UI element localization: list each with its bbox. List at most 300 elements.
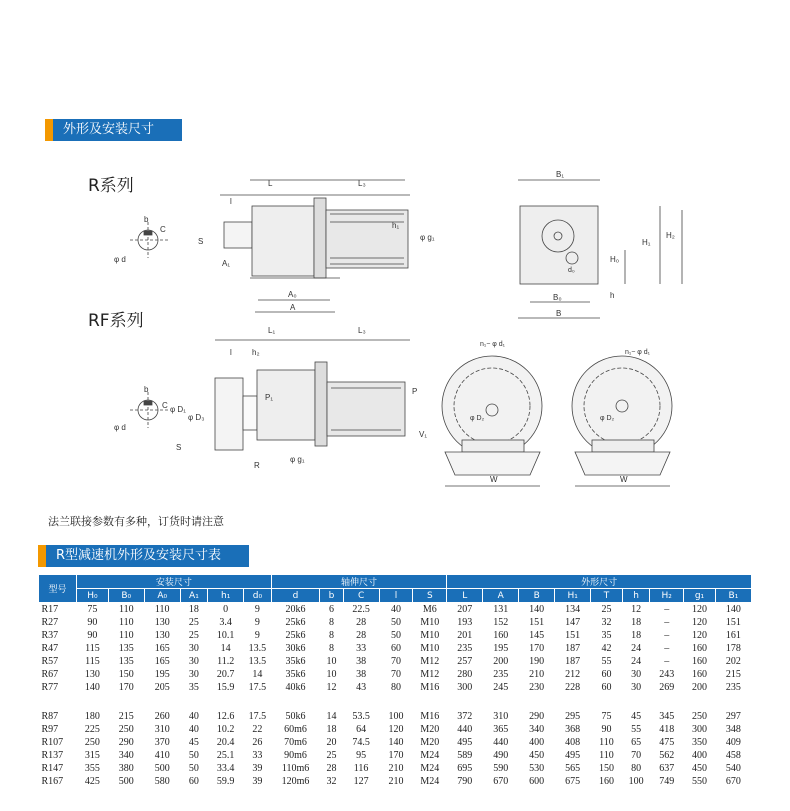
table-cell: 25 xyxy=(188,630,199,641)
table-cell: 10 xyxy=(326,656,337,667)
cell-model: R47 xyxy=(41,643,59,654)
table-cell: 50 xyxy=(188,750,199,761)
label-B: B xyxy=(556,309,562,318)
table-cell: 300 xyxy=(692,724,707,735)
table-cell: 190 xyxy=(529,656,545,667)
label-H1: H₁ xyxy=(642,238,651,247)
table-cell: 355 xyxy=(84,763,100,774)
cell-model: R147 xyxy=(41,763,64,774)
table-cell: 20.7 xyxy=(216,669,235,680)
cell-model: R27 xyxy=(41,617,59,628)
table-cell: 151 xyxy=(565,630,581,641)
table-cell: 110 xyxy=(599,737,614,748)
table-cell: 350 xyxy=(692,737,707,748)
table-cell: M10 xyxy=(420,617,440,628)
table-cell: 32 xyxy=(326,776,337,787)
table-cell: 370 xyxy=(154,737,170,748)
table-cell: 135 xyxy=(118,643,134,654)
table-cell: 161 xyxy=(725,630,741,641)
table-cell: 40 xyxy=(390,604,401,615)
section-title: R型减速机外形及安装尺寸表 xyxy=(46,545,249,567)
table-row xyxy=(39,749,752,762)
header-column: A xyxy=(483,589,519,603)
label-P1: P₁ xyxy=(265,393,274,402)
table-cell: 35k6 xyxy=(285,656,306,667)
table-cell: 28 xyxy=(326,763,337,774)
header-column: C xyxy=(343,589,379,603)
table-cell: 22 xyxy=(252,724,263,735)
table-cell: 110 xyxy=(599,750,614,761)
table-cell: 210 xyxy=(388,763,404,774)
table-cell: 65 xyxy=(631,737,642,748)
table-row xyxy=(39,616,752,629)
table-cell: 257 xyxy=(457,656,473,667)
table-cell: 425 xyxy=(84,776,100,787)
table-cell: 60 xyxy=(188,776,199,787)
table-cell: 33.4 xyxy=(216,763,235,774)
table-cell: 245 xyxy=(493,682,509,693)
table-cell: 250 xyxy=(118,724,134,735)
table-cell: 30 xyxy=(631,682,642,693)
table-cell: 408 xyxy=(565,737,581,748)
table-cell: 100 xyxy=(628,776,644,787)
label-L3-rf: L₃ xyxy=(358,326,366,335)
table-cell: 135 xyxy=(118,656,134,667)
header-column: b xyxy=(320,589,343,603)
label-H0: H₀ xyxy=(610,255,620,264)
table-cell: 160 xyxy=(598,776,614,787)
table-cell: 440 xyxy=(457,724,473,735)
table-cell: 180 xyxy=(84,711,100,722)
table-cell: 210 xyxy=(529,669,545,680)
header-column: d₀ xyxy=(244,589,272,603)
table-cell: 637 xyxy=(659,763,675,774)
table-cell: 290 xyxy=(118,737,134,748)
table-cell: 670 xyxy=(493,776,509,787)
table-cell: 39 xyxy=(252,763,263,774)
table-cell: 165 xyxy=(154,643,170,654)
table-cell: 212 xyxy=(565,669,581,680)
label-L: L xyxy=(268,179,273,188)
dimension-table xyxy=(38,574,752,788)
table-cell: 50 xyxy=(390,630,401,641)
table-cell: 250 xyxy=(692,711,707,722)
table-cell: 500 xyxy=(118,776,134,787)
label-D3: φ D₃ xyxy=(188,413,205,422)
table-cell: 115 xyxy=(85,643,100,654)
table-cell: 215 xyxy=(725,669,741,680)
table-cell: 13.5 xyxy=(248,656,267,667)
table-cell: 675 xyxy=(565,776,581,787)
table-cell: M12 xyxy=(420,669,440,680)
table-cell: 145 xyxy=(529,630,545,641)
header-column: g₁ xyxy=(684,589,716,603)
table-cell: 345 xyxy=(659,711,675,722)
table-cell: 235 xyxy=(725,682,741,693)
table-cell: 18 xyxy=(188,604,199,615)
table-cell: M6 xyxy=(422,604,437,615)
table-cell: 260 xyxy=(154,711,170,722)
table-cell: 120 xyxy=(692,617,707,628)
header-column: L xyxy=(447,589,483,603)
series-label-rf: RF系列 xyxy=(88,311,144,331)
table-cell: 269 xyxy=(659,682,675,693)
label-D2-2: φ D₂ xyxy=(600,415,615,422)
table-cell: 30 xyxy=(188,669,199,680)
table-cell: 30 xyxy=(188,643,199,654)
table-cell: 230 xyxy=(529,682,545,693)
rf-end-view-1 xyxy=(442,341,542,486)
table-cell: 80 xyxy=(390,682,401,693)
label-D2-1: φ D₂ xyxy=(470,415,485,422)
label-n-d1-2: n₁− φ d₁ xyxy=(625,349,651,356)
table-cell: M16 xyxy=(420,711,440,722)
table-cell: 75 xyxy=(87,604,98,615)
table-cell: 13.5 xyxy=(248,643,267,654)
table-cell: 195 xyxy=(493,643,509,654)
table-cell: 10.2 xyxy=(216,724,235,735)
table-cell: 70m6 xyxy=(284,737,307,748)
table-cell: 475 xyxy=(659,737,675,748)
section-header-table xyxy=(38,545,249,567)
table-cell: 8 xyxy=(328,630,334,641)
table-cell: 195 xyxy=(154,669,170,680)
label-H2: H₂ xyxy=(666,231,675,240)
table-cell: 250 xyxy=(84,737,100,748)
table-cell: 35 xyxy=(601,630,612,641)
table-cell: 17.5 xyxy=(248,711,267,722)
label-c-rf: C xyxy=(162,401,168,410)
table-cell: 17.5 xyxy=(248,682,267,693)
label-d0: d₀ xyxy=(568,267,575,274)
label-phi-g1-rf: φ g₁ xyxy=(290,455,305,464)
table-cell: 45 xyxy=(188,737,199,748)
table-cell: 200 xyxy=(692,682,707,693)
table-cell: 134 xyxy=(565,604,581,615)
table-cell: 235 xyxy=(493,669,509,680)
table-cell: 530 xyxy=(529,763,545,774)
table-cell: 178 xyxy=(725,643,741,654)
table-row xyxy=(39,642,752,655)
table-cell: 55 xyxy=(631,724,642,735)
table-cell: 45 xyxy=(631,711,642,722)
label-A: A xyxy=(290,303,296,312)
table-row xyxy=(39,723,752,736)
table-cell: 115 xyxy=(85,656,100,667)
table-cell: 160 xyxy=(692,669,707,680)
header-group: 轴伸尺寸 xyxy=(271,575,447,589)
header-model: 型号 xyxy=(39,575,77,603)
table-row xyxy=(39,629,752,642)
table-cell: 670 xyxy=(725,776,741,787)
section-title: 外形及安装尺寸 xyxy=(53,119,182,141)
table-cell: 12 xyxy=(326,682,337,693)
table-cell: 280 xyxy=(457,669,473,680)
table-cell: 9 xyxy=(254,617,260,628)
label-B0: B₀ xyxy=(553,293,562,302)
table-cell: 30 xyxy=(188,656,199,667)
header-column: H₂ xyxy=(650,589,684,603)
table-cell: 365 xyxy=(493,724,509,735)
table-cell: 60 xyxy=(390,643,401,654)
label-S-rf: S xyxy=(176,443,182,452)
table-cell: 565 xyxy=(565,763,581,774)
table-cell: 130 xyxy=(154,630,170,641)
table-cell: 695 xyxy=(457,763,473,774)
table-cell: 562 xyxy=(659,750,675,761)
table-cell: 200 xyxy=(493,656,509,667)
table-cell: 297 xyxy=(725,711,741,722)
table-cell: 110m6 xyxy=(281,763,310,774)
table-cell: 30k6 xyxy=(285,643,306,654)
table-cell: 50 xyxy=(390,617,401,628)
table-cell: 140 xyxy=(84,682,100,693)
table-cell: 33 xyxy=(356,643,367,654)
table-cell: 8 xyxy=(328,643,334,654)
table-cell: 25.1 xyxy=(216,750,235,761)
table-cell: 147 xyxy=(565,617,581,628)
header-group: 安装尺寸 xyxy=(77,575,272,589)
label-phi-d: φ d xyxy=(114,255,126,264)
table-cell: 340 xyxy=(529,724,545,735)
table-cell: 9 xyxy=(254,604,260,615)
table-cell: – xyxy=(664,630,670,641)
table-cell: 235 xyxy=(457,643,473,654)
table-cell: 749 xyxy=(659,776,675,787)
cell-model: R167 xyxy=(41,776,64,787)
header-column: d xyxy=(271,589,320,603)
table-cell: 120m6 xyxy=(281,776,310,787)
label-L3: L₃ xyxy=(358,179,366,188)
rf-shaft-detail xyxy=(114,385,168,432)
table-cell: M10 xyxy=(420,630,440,641)
label-A1: A₁ xyxy=(222,259,231,268)
table-cell: – xyxy=(664,643,670,654)
table-cell: 0 xyxy=(223,604,229,615)
table-cell: 12.6 xyxy=(216,711,235,722)
table-row xyxy=(39,736,752,749)
table-cell: 20 xyxy=(326,737,337,748)
table-cell: – xyxy=(664,604,670,615)
table-cell: 225 xyxy=(84,724,100,735)
table-cell: 60 xyxy=(601,669,612,680)
table-row xyxy=(39,655,752,668)
table-cell: 43 xyxy=(356,682,367,693)
cell-model: R77 xyxy=(41,682,59,693)
cell-model: R17 xyxy=(41,604,59,615)
rf-side-view xyxy=(170,326,427,470)
table-cell: 310 xyxy=(493,711,509,722)
table-cell: 15.9 xyxy=(216,682,235,693)
table-cell: 490 xyxy=(493,750,509,761)
table-cell: 25k6 xyxy=(285,617,306,628)
table-cell: 60 xyxy=(601,682,612,693)
header-column: H₁ xyxy=(555,589,591,603)
table-cell: M20 xyxy=(420,724,440,735)
table-cell: 151 xyxy=(529,617,545,628)
table-cell: 70 xyxy=(631,750,642,761)
header-column: B₀ xyxy=(108,589,144,603)
table-cell: 40k6 xyxy=(285,682,306,693)
r-side-view xyxy=(198,179,435,312)
table-cell: 120 xyxy=(692,630,707,641)
table-cell: 495 xyxy=(565,750,581,761)
table-cell: 130 xyxy=(154,617,170,628)
table-cell: M10 xyxy=(420,643,440,654)
table-cell: 35 xyxy=(188,682,199,693)
table-cell: 116 xyxy=(353,763,369,774)
label-L1: L₁ xyxy=(268,326,276,335)
header-column: h xyxy=(622,589,649,603)
table-cell: 380 xyxy=(118,763,134,774)
table-cell: 30 xyxy=(631,669,642,680)
table-cell: 458 xyxy=(725,750,741,761)
table-cell: 170 xyxy=(118,682,134,693)
table-cell: 75 xyxy=(601,711,612,722)
header-column: A₀ xyxy=(144,589,180,603)
table-cell: 140 xyxy=(388,737,404,748)
table-row xyxy=(39,710,752,723)
table-cell: 25 xyxy=(601,604,612,615)
table-cell: M24 xyxy=(420,750,440,761)
table-cell: 38 xyxy=(356,669,367,680)
header-column: A₁ xyxy=(180,589,207,603)
table-cell: 207 xyxy=(457,604,473,615)
table-cell: 193 xyxy=(457,617,473,628)
table-cell: 120 xyxy=(388,724,404,735)
table-cell: 131 xyxy=(493,604,509,615)
r-shaft-detail xyxy=(114,215,168,264)
table-cell: 40 xyxy=(188,724,199,735)
table-cell: 25k6 xyxy=(285,630,306,641)
table-cell: 28 xyxy=(356,617,367,628)
table-cell: – xyxy=(664,656,670,667)
table-cell: 150 xyxy=(118,669,134,680)
table-cell: 20.4 xyxy=(216,737,235,748)
table-cell: 290 xyxy=(529,711,545,722)
table-cell: 590 xyxy=(493,763,509,774)
label-W-1: W xyxy=(490,475,498,484)
cell-model: R107 xyxy=(41,737,64,748)
table-cell: 368 xyxy=(565,724,581,735)
table-cell: 127 xyxy=(353,776,369,787)
table-cell: 540 xyxy=(725,763,741,774)
table-cell: 70 xyxy=(390,656,401,667)
header-column: B₁ xyxy=(715,589,751,603)
label-c: C xyxy=(160,225,166,234)
table-cell: 95 xyxy=(356,750,367,761)
table-cell: 120 xyxy=(692,604,707,615)
table-cell: 38 xyxy=(356,656,367,667)
table-cell: 589 xyxy=(457,750,473,761)
cell-model: R57 xyxy=(41,656,59,667)
table-cell: 59.9 xyxy=(216,776,235,787)
table-row xyxy=(39,603,752,617)
cell-model: R37 xyxy=(41,630,59,641)
table-cell: 409 xyxy=(725,737,741,748)
header-column: l xyxy=(379,589,413,603)
table-cell: 450 xyxy=(692,763,707,774)
table-cell: 400 xyxy=(529,737,545,748)
table-cell: 55 xyxy=(601,656,612,667)
table-cell: 110 xyxy=(118,604,134,615)
table-cell: 6 xyxy=(328,604,334,615)
table-cell: 3.4 xyxy=(219,617,232,628)
header-column: B xyxy=(519,589,555,603)
label-D1: φ D₁ xyxy=(170,405,186,414)
cell-model: R67 xyxy=(41,669,59,680)
label-h2: h₂ xyxy=(252,348,260,357)
table-cell: 295 xyxy=(565,711,581,722)
label-b-rf: b xyxy=(144,385,149,394)
table-cell: 64 xyxy=(356,724,367,735)
table-cell: 25 xyxy=(188,617,199,628)
table-cell: 550 xyxy=(692,776,707,787)
table-cell: 215 xyxy=(118,711,134,722)
table-cell: 140 xyxy=(529,604,545,615)
order-note: 法兰联接参数有多种，订货时请注意 xyxy=(48,515,224,528)
table-cell: M24 xyxy=(420,763,440,774)
table-cell: 8 xyxy=(328,617,334,628)
table-cell: 14 xyxy=(326,711,337,722)
cell-model: R137 xyxy=(41,750,64,761)
table-cell: 300 xyxy=(457,682,473,693)
table-cell: 228 xyxy=(565,682,581,693)
table-cell: 152 xyxy=(493,617,509,628)
table-row xyxy=(39,762,752,775)
table-cell: 53.5 xyxy=(352,711,370,722)
table-cell: 24 xyxy=(631,656,642,667)
table-cell: 33 xyxy=(252,750,263,761)
label-phi-g1: φ g₁ xyxy=(420,233,435,242)
table-cell: 100 xyxy=(388,711,404,722)
table-cell: 165 xyxy=(154,656,170,667)
table-cell: 170 xyxy=(529,643,545,654)
table-cell: 348 xyxy=(725,724,741,735)
table-row xyxy=(39,668,752,681)
table-cell: 243 xyxy=(659,669,675,680)
table-cell: 60m6 xyxy=(284,724,307,735)
table-cell: 50k6 xyxy=(285,711,306,722)
table-cell: 12 xyxy=(631,604,642,615)
table-cell: 202 xyxy=(725,656,741,667)
table-cell: M12 xyxy=(420,656,440,667)
table-cell: 90 xyxy=(87,617,98,628)
table-cell: 50 xyxy=(188,763,199,774)
label-R: R xyxy=(254,461,260,470)
table-cell: 39 xyxy=(252,776,263,787)
table-cell: 495 xyxy=(457,737,473,748)
label-S: S xyxy=(198,237,204,246)
table-cell: 790 xyxy=(457,776,473,787)
table-cell: 418 xyxy=(659,724,675,735)
table-cell: 10 xyxy=(326,669,337,680)
table-cell: 20k6 xyxy=(285,604,306,615)
label-V1: V₁ xyxy=(419,430,428,439)
table-cell: 160 xyxy=(692,656,707,667)
label-h: h xyxy=(610,291,615,300)
cell-model: R97 xyxy=(41,724,59,735)
label-A0: A₀ xyxy=(288,290,297,299)
header-group: 外形尺寸 xyxy=(447,575,752,589)
table-cell: 28 xyxy=(356,630,367,641)
label-W-2: W xyxy=(620,475,628,484)
table-cell: 310 xyxy=(154,724,170,735)
header-column: S xyxy=(413,589,447,603)
label-P: P xyxy=(412,387,418,396)
cell-model: R87 xyxy=(41,711,59,722)
table-cell: 580 xyxy=(154,776,170,787)
